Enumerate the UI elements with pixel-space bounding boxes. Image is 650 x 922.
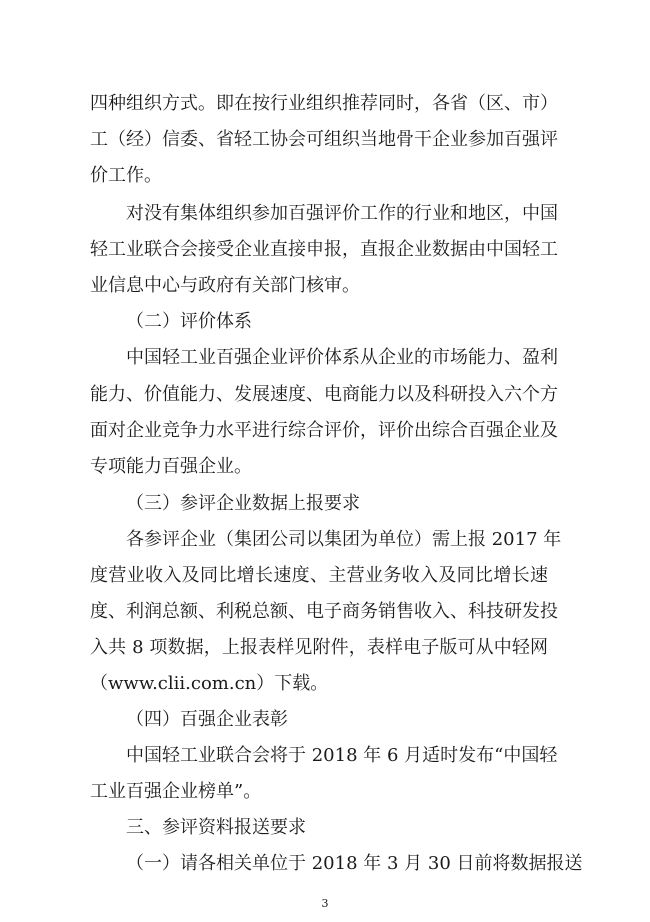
body-line: 中国轻工业联合会将于 2018 年 6 月适时发布“中国轻 — [126, 745, 558, 766]
body-line: 面对企业竞争力水平进行综合评价，评价出综合百强企业及 — [90, 420, 558, 441]
body-line: 专项能力百强企业。 — [90, 456, 252, 477]
page-number: 3 — [321, 897, 329, 910]
body-line: 各参评企业（集团公司以集团为单位）需上报 2017 年 — [126, 529, 562, 550]
section-heading: （四）百强企业表彰 — [126, 709, 288, 730]
body-line: 对没有集体组织参加百强评价工作的行业和地区，中国 — [126, 203, 558, 224]
body-line: 中国轻工业百强企业评价体系从企业的市场能力、盈利 — [126, 347, 558, 368]
body-line: 四种组织方式。即在按行业组织推荐同时，各省（区、市） — [90, 93, 558, 114]
body-line: 价工作。 — [90, 165, 162, 186]
body-line: 工业百强企业榜单”。 — [90, 781, 262, 802]
section-heading: （二）评价体系 — [126, 311, 252, 332]
body-line: 业信息中心与政府有关部门核审。 — [90, 275, 360, 296]
body-line: 度营业收入及同比增长速度、主营业务收入及同比增长速 — [90, 565, 548, 586]
body-line: （www.clii.com.cn）下载。 — [90, 673, 329, 694]
body-line: 度、利润总额、利税总额、电子商务销售收入、科技研发投 — [90, 601, 558, 622]
body-line: 轻工业联合会接受企业直接申报，直报企业数据由中国轻工 — [90, 239, 558, 260]
section-heading: （三）参评企业数据上报要求 — [126, 493, 360, 514]
body-line: （一）请各相关单位于 2018 年 3 月 30 日前将数据报送 — [126, 853, 583, 874]
body-line: 工（经）信委、省轻工协会可组织当地骨干企业参加百强评 — [90, 129, 558, 150]
body-line: 能力、价值能力、发展速度、电商能力以及科研投入六个方 — [90, 384, 558, 405]
section-heading: 三、参评资料报送要求 — [126, 817, 306, 838]
body-line: 入共 8 项数据，上报表样见附件，表样电子版可从中轻网 — [90, 637, 548, 658]
